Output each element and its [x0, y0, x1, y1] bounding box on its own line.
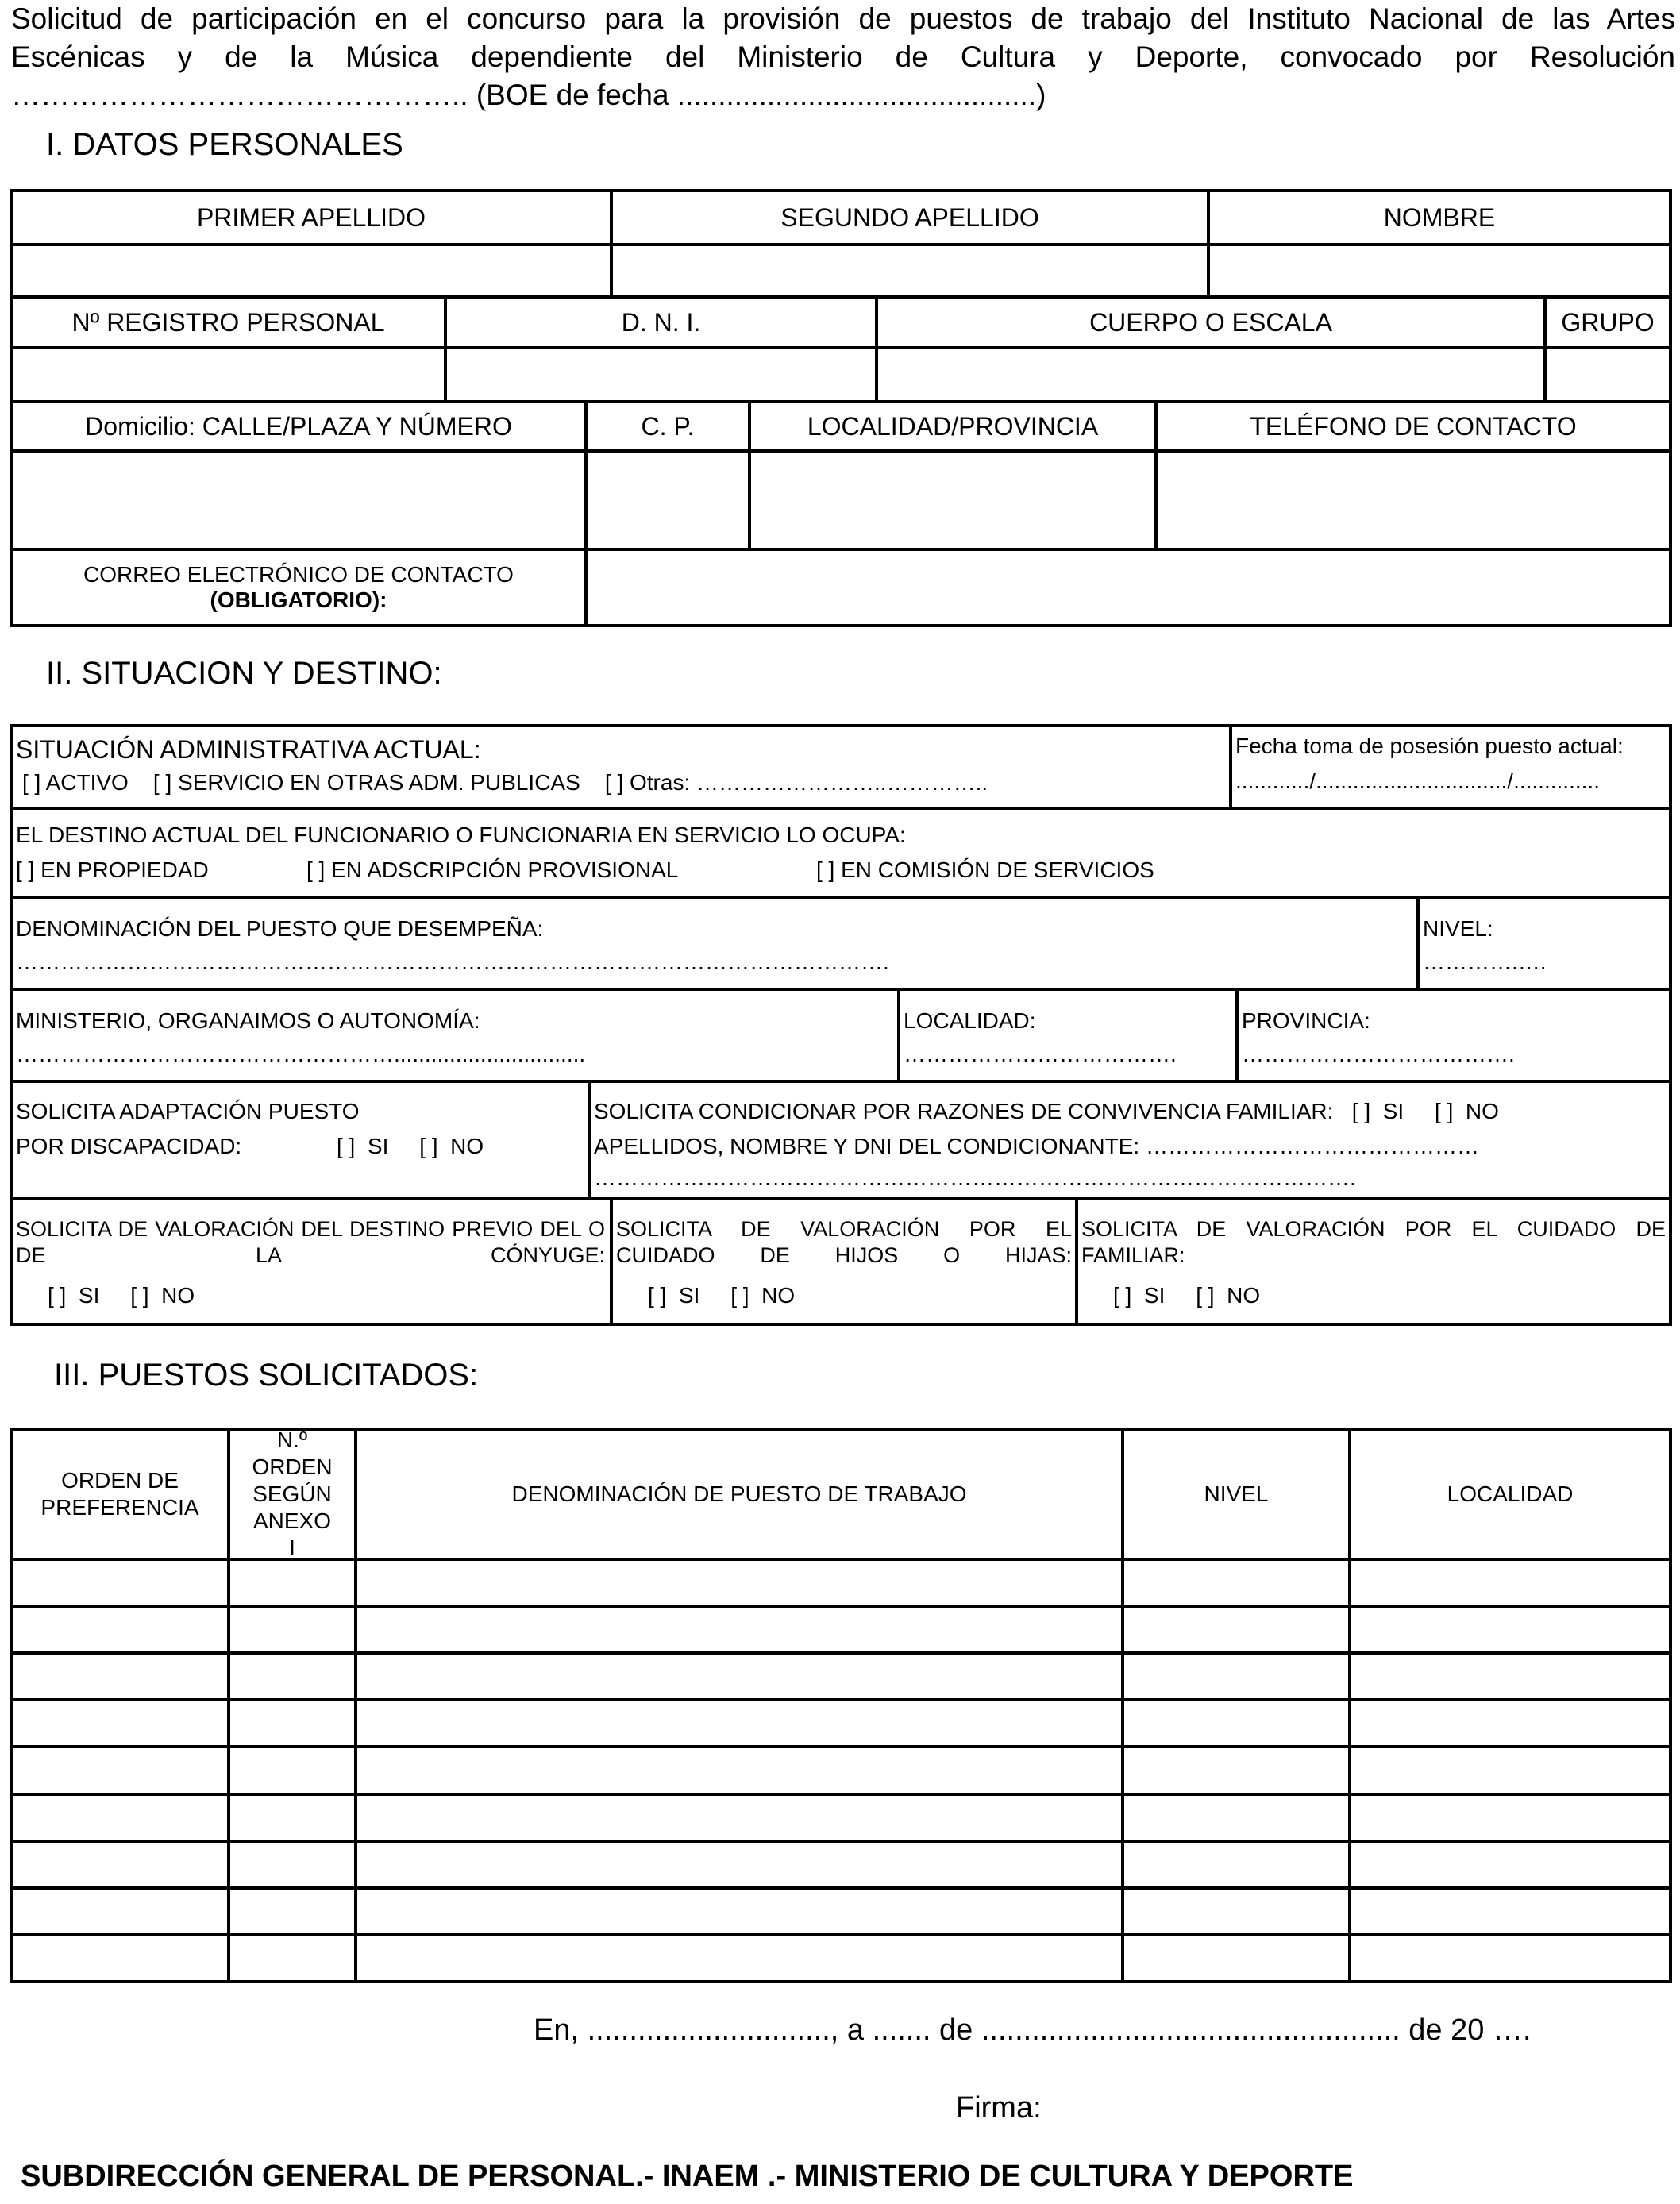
- localidad-label: LOCALIDAD:: [904, 1008, 1036, 1033]
- table-cell[interactable]: [1348, 1561, 1669, 1605]
- input-domicilio[interactable]: [13, 449, 584, 548]
- table-cell[interactable]: [354, 1796, 1121, 1840]
- table-cell[interactable]: [354, 1936, 1121, 1980]
- table-cell[interactable]: [1348, 1796, 1669, 1840]
- table-cell[interactable]: [1121, 1655, 1348, 1698]
- destino-cell: [13, 807, 1669, 896]
- personal-data-table: [10, 189, 1672, 627]
- firma-label: Firma:: [956, 2091, 1042, 2125]
- header-nombre: NOMBRE: [1207, 192, 1669, 243]
- table-row: [13, 1558, 1669, 1605]
- fecha-value[interactable]: ............/.............................../..............: [1235, 769, 1600, 793]
- input-correo[interactable]: [584, 548, 1669, 624]
- table-cell[interactable]: [13, 1748, 227, 1792]
- familiar-cell: [1075, 1197, 1669, 1323]
- header-cp: C. P.: [584, 400, 748, 449]
- table-cell[interactable]: [1121, 1608, 1348, 1651]
- opt-propiedad[interactable]: [ ] EN PROPIEDAD: [16, 857, 209, 882]
- positions-rows: [13, 1558, 1669, 1980]
- table-cell[interactable]: [1348, 1890, 1669, 1933]
- col-nivel: NIVEL: [1121, 1431, 1348, 1558]
- header-dni: D. N. I.: [444, 295, 875, 346]
- table-cell[interactable]: [13, 1796, 227, 1840]
- table-cell[interactable]: [1348, 1936, 1669, 1980]
- convivencia-cell: [588, 1080, 1669, 1197]
- convivencia-label[interactable]: SOLICITA CONDICIONAR POR RAZONES DE CONVIVENCIA FAMILIAR: [ ] SI [ ] NO: [594, 1099, 1499, 1123]
- table-cell[interactable]: [354, 1701, 1121, 1745]
- table-cell[interactable]: [227, 1701, 354, 1745]
- table-cell[interactable]: [1348, 1843, 1669, 1886]
- table-cell[interactable]: [227, 1748, 354, 1792]
- condicionante-dots[interactable]: ………………………………………………………………………………………….: [594, 1166, 1356, 1190]
- familiar-label: SOLICITA DE VALORACIÓN POR EL CUIDADO DE FAMILIAR:: [1081, 1217, 1666, 1267]
- header-primer-apellido: PRIMER APELLIDO: [196, 202, 426, 232]
- table-cell[interactable]: [354, 1561, 1121, 1605]
- label-correo-text: CORREO ELECTRÓNICO DE CONTACTO: [83, 562, 514, 587]
- place-date-line[interactable]: En, ............................., a ....... de .................................................. de 20 ….: [534, 2013, 1532, 2047]
- input-cp[interactable]: [584, 449, 748, 548]
- header-segundo-apellido: SEGUNDO APELLIDO: [610, 192, 1207, 243]
- table-cell[interactable]: [1121, 1936, 1348, 1980]
- header-domicilio: Domicilio: CALLE/PLAZA Y NÚMERO: [13, 400, 584, 449]
- adaptacion-options[interactable]: [ ] SI [ ] NO: [337, 1134, 484, 1158]
- table-cell[interactable]: [13, 1843, 227, 1886]
- intro-line-1: Solicitud de participación en el concurso para la provisión de puestos de trabajo del Instituto Nacional de las Artes: [11, 2, 1675, 35]
- fecha-label: Fecha toma de posesión puesto actual:: [1235, 734, 1624, 758]
- table-cell[interactable]: [227, 1796, 354, 1840]
- table-row: [13, 1840, 1669, 1886]
- adaptacion-cell: [13, 1080, 588, 1197]
- col-denominacion: DENOMINACIÓN DE PUESTO DE TRABAJO: [354, 1431, 1121, 1558]
- col-localidad: LOCALIDAD: [1348, 1431, 1669, 1558]
- table-cell[interactable]: [13, 1655, 227, 1698]
- input-localidad-provincia[interactable]: [748, 449, 1154, 548]
- positions-table: [10, 1428, 1672, 1983]
- header-cuerpo: CUERPO O ESCALA: [875, 295, 1543, 346]
- denominacion-label: DENOMINACIÓN DEL PUESTO QUE DESEMPEÑA:: [16, 916, 544, 941]
- adaptacion-line-1: SOLICITA ADAPTACIÓN PUESTO: [16, 1099, 360, 1123]
- nivel-cell: [1416, 896, 1669, 988]
- table-cell[interactable]: [1348, 1608, 1669, 1651]
- table-cell[interactable]: [227, 1608, 354, 1651]
- table-cell[interactable]: [1121, 1561, 1348, 1605]
- table-cell[interactable]: [354, 1655, 1121, 1698]
- table-row: [13, 1886, 1669, 1933]
- table-row: [13, 1651, 1669, 1698]
- table-cell[interactable]: [1121, 1796, 1348, 1840]
- situacion-cell: [13, 727, 1229, 807]
- denominacion-dots[interactable]: ……………………………………………………………………………………………………….: [16, 950, 889, 974]
- table-row: [13, 1933, 1669, 1980]
- ministerio-label: MINISTERIO, ORGANAIMOS O AUTONOMÍA:: [16, 1008, 480, 1033]
- ministerio-cell: [13, 988, 897, 1080]
- table-cell[interactable]: [13, 1608, 227, 1651]
- table-row: [13, 1605, 1669, 1651]
- input-dni[interactable]: [444, 346, 875, 400]
- input-segundo-apellido[interactable]: [610, 243, 1207, 295]
- input-registro[interactable]: [13, 346, 444, 400]
- header-localidad-provincia: LOCALIDAD/PROVINCIA: [748, 400, 1154, 449]
- familiar-options[interactable]: [ ] SI [ ] NO: [1113, 1283, 1261, 1308]
- table-row: [13, 1793, 1669, 1840]
- table-cell[interactable]: [227, 1561, 354, 1605]
- adaptacion-line-2: POR DISCAPACIDAD:: [16, 1134, 242, 1158]
- table-cell[interactable]: [1121, 1701, 1348, 1745]
- table-cell[interactable]: [13, 1890, 227, 1933]
- situation-table: [10, 724, 1672, 1326]
- conyuge-cell: [13, 1197, 610, 1323]
- input-telefono[interactable]: [1154, 449, 1669, 548]
- col-no-orden: N.º ORDEN SEGÚN ANEXO I: [227, 1431, 354, 1558]
- condicionante-label[interactable]: APELLIDOS, NOMBRE Y DNI DEL CONDICIONANTE: ………………………………………: [594, 1134, 1479, 1158]
- input-nombre[interactable]: [1207, 243, 1669, 295]
- section-2-title: II. SITUACION Y DESTINO:: [46, 656, 442, 691]
- table-cell[interactable]: [1121, 1843, 1348, 1886]
- table-cell[interactable]: [227, 1936, 354, 1980]
- table-cell[interactable]: [354, 1608, 1121, 1651]
- header-telefono: TELÉFONO DE CONTACTO: [1154, 400, 1669, 449]
- table-cell[interactable]: [354, 1890, 1121, 1933]
- table-cell[interactable]: [1348, 1701, 1669, 1745]
- ministerio-dots[interactable]: ……………………………………………...............................: [16, 1042, 586, 1066]
- intro-line-3: ……………………………………….. (BOE de fecha ............................................): [11, 79, 1046, 111]
- table-row: [13, 1698, 1669, 1745]
- table-cell[interactable]: [227, 1655, 354, 1698]
- conyuge-options[interactable]: [ ] SI [ ] NO: [48, 1283, 195, 1308]
- table-cell[interactable]: [13, 1936, 227, 1980]
- header-grupo: GRUPO: [1543, 295, 1669, 346]
- conyuge-label: SOLICITA DE VALORACIÓN DEL DESTINO PREVIO DEL O DE LA CÓNYUGE:: [16, 1217, 605, 1267]
- table-cell[interactable]: [1121, 1748, 1348, 1792]
- provincia-label: PROVINCIA:: [1242, 1008, 1370, 1033]
- opt-comision[interactable]: [ ] EN COMISIÓN DE SERVICIOS: [816, 857, 1154, 882]
- table-cell[interactable]: [1121, 1890, 1348, 1933]
- table-cell[interactable]: [13, 1561, 227, 1605]
- col-orden-preferencia: ORDEN DE PREFERENCIA: [40, 1468, 199, 1520]
- label-correo: [13, 548, 584, 624]
- nivel-dots[interactable]: ………….….: [1423, 950, 1547, 974]
- input-primer-apellido[interactable]: [13, 243, 610, 295]
- fecha-cell: [1229, 727, 1669, 807]
- table-cell[interactable]: [1348, 1748, 1669, 1792]
- hijos-cell: [610, 1197, 1075, 1323]
- table-row: [13, 1745, 1669, 1792]
- intro-paragraph: [11, 0, 1675, 114]
- footer-text: SUBDIRECCIÓN GENERAL DE PERSONAL.- INAEM .- MINISTERIO DE CULTURA Y DEPORTE: [21, 2160, 1354, 2193]
- provincia-cell: [1235, 988, 1669, 1080]
- intro-line-2: Escénicas y de la Música dependiente del Ministerio de Cultura y Deporte, convocado por Resolución: [11, 40, 1675, 73]
- input-cuerpo[interactable]: [875, 346, 1543, 400]
- localidad-dots[interactable]: ……………………………….: [904, 1042, 1177, 1066]
- destino-label: EL DESTINO ACTUAL DEL FUNCIONARIO O FUNCIONARIA EN SERVICIO LO OCUPA:: [16, 823, 906, 847]
- table-cell[interactable]: [1348, 1655, 1669, 1698]
- localidad-cell: [897, 988, 1235, 1080]
- nivel-label: NIVEL:: [1423, 916, 1493, 941]
- table-cell[interactable]: [227, 1890, 354, 1933]
- situacion-options[interactable]: [ ] ACTIVO [ ] SERVICIO EN OTRAS ADM. PUBLICAS [ ] Otras: ……………………..…………..: [22, 770, 988, 795]
- table-cell[interactable]: [13, 1701, 227, 1745]
- section-1-title: I. DATOS PERSONALES: [46, 127, 403, 162]
- input-grupo[interactable]: [1543, 346, 1669, 400]
- denominacion-cell: [13, 896, 1416, 988]
- table-cell[interactable]: [354, 1748, 1121, 1792]
- label-obligatorio: (OBLIGATORIO):: [210, 588, 387, 612]
- hijos-options[interactable]: [ ] SI [ ] NO: [648, 1283, 796, 1308]
- opt-adscripcion[interactable]: [ ] EN ADSCRIPCIÓN PROVISIONAL: [306, 857, 679, 882]
- situacion-label: SITUACIÓN ADMINISTRATIVA ACTUAL:: [16, 735, 481, 764]
- provincia-dots[interactable]: ……………………………….: [1242, 1042, 1515, 1066]
- table-cell[interactable]: [227, 1843, 354, 1886]
- header-registro: Nº REGISTRO PERSONAL: [13, 295, 444, 346]
- hijos-label: SOLICITA DE VALORACIÓN POR EL CUIDADO DE HIJOS O HIJAS:: [616, 1217, 1072, 1267]
- table-cell[interactable]: [354, 1843, 1121, 1886]
- section-3-title: III. PUESTOS SOLICITADOS:: [54, 1358, 479, 1393]
